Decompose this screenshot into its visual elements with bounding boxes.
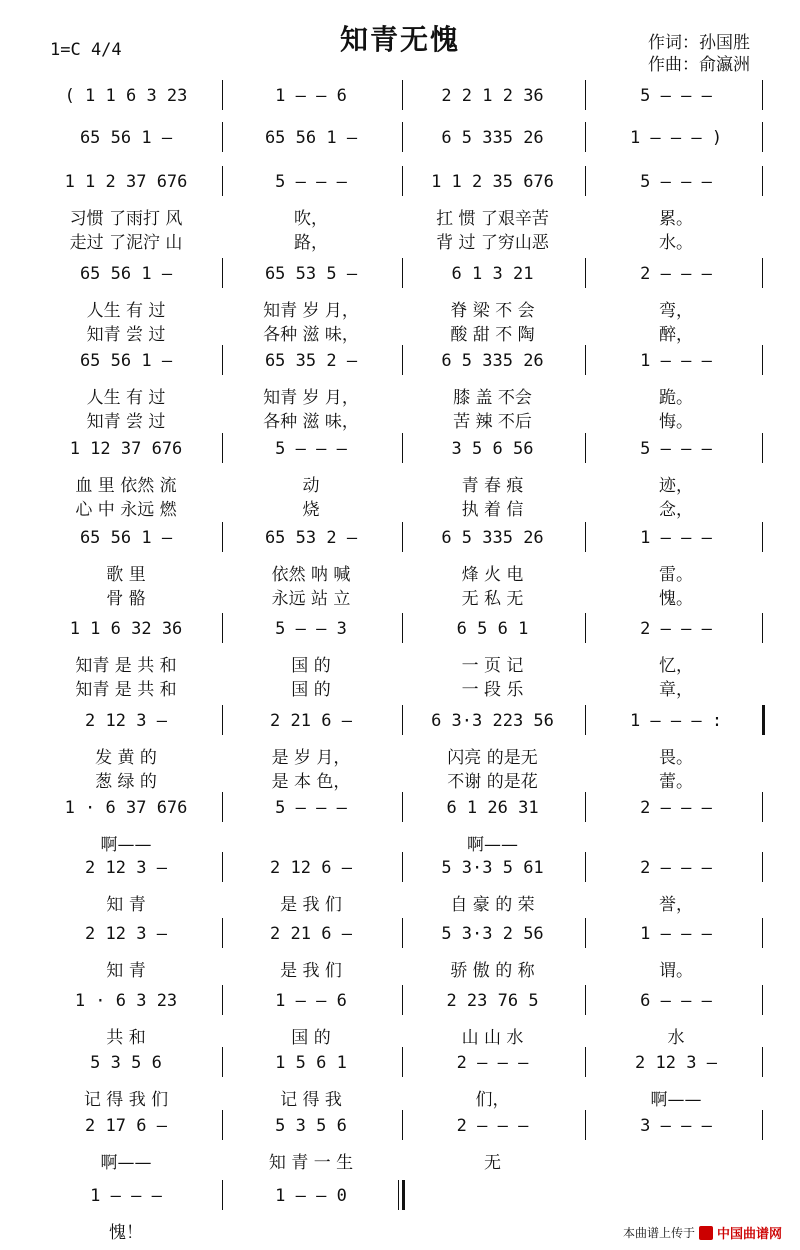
- barline: [585, 705, 586, 735]
- measure-notes: 2 — — —: [456, 1053, 529, 1073]
- measure-notes: 65 56 1 —: [264, 128, 358, 148]
- lyric-segment: 歌 里: [106, 564, 146, 585]
- measure-notes: 6 1 26 31: [446, 798, 539, 818]
- barline: [402, 792, 403, 822]
- lyric-segment: 一 段 乐: [461, 679, 524, 700]
- lyric-segment: 是 我 们: [280, 960, 342, 981]
- measure-notes: 6 5 335 26: [441, 128, 544, 148]
- lyric-segment: 累。: [659, 208, 693, 229]
- barline: [762, 345, 763, 375]
- barline: [222, 792, 223, 822]
- barline: [585, 985, 586, 1015]
- measure-notes: 2 — — —: [456, 1116, 529, 1136]
- lyric-segment: 人生 有 过: [86, 300, 166, 321]
- lyric-segment: 脊 梁 不 会: [450, 300, 535, 321]
- measure-notes: 6 3·3 223 56: [431, 711, 554, 731]
- lyric-segment: 血 里 依然 流: [75, 475, 177, 496]
- lyric-segment: 章，: [659, 679, 693, 700]
- lyric-segment: 水: [667, 1027, 685, 1048]
- lyric-segment: 烽 火 电: [461, 564, 524, 585]
- measure-notes: 1 — — —: [90, 1186, 162, 1206]
- measure-notes: 5 — — —: [275, 798, 347, 818]
- lyric-segment: 山 山 水: [461, 1027, 524, 1048]
- lyric-segment: 国 的: [291, 679, 331, 700]
- measure-notes: 2 12 3 —: [85, 711, 167, 731]
- barline: [585, 1110, 586, 1140]
- lyric-segment: 依然 呐 喊: [271, 564, 351, 585]
- barline: [762, 613, 763, 643]
- measure-notes: 1 · 6 3 23: [74, 991, 178, 1011]
- measure-notes: 65 56 1 —: [79, 264, 173, 284]
- measure-notes: 65 56 1 —: [79, 528, 173, 548]
- lyric-segment: 酸 甜 不 陶: [450, 324, 535, 345]
- barline: [222, 80, 223, 110]
- measure-notes: 2 — — —: [640, 619, 712, 639]
- barline: [222, 1180, 223, 1210]
- measure-notes: 5 — — 3: [275, 619, 347, 639]
- site-logo-icon: [699, 1226, 713, 1240]
- measure-notes: 1 — — — :: [629, 711, 723, 731]
- lyric-segment: 知青 尝 过: [86, 324, 166, 345]
- barline: [585, 613, 586, 643]
- barline: [402, 80, 403, 110]
- measure-notes: 3 — — —: [640, 1116, 712, 1136]
- measure-notes: 2 17 6 —: [85, 1116, 167, 1136]
- measure-notes: 1 · 6 37 676: [64, 798, 188, 818]
- barline: [222, 1047, 223, 1077]
- barline: [402, 1180, 405, 1210]
- lyric-segment: 谓。: [659, 960, 693, 981]
- lyric-segment: 是 本 色，: [271, 771, 351, 792]
- measure-notes: 5 — — —: [275, 439, 347, 459]
- barline: [585, 166, 586, 196]
- lyric-segment: 们，: [475, 1089, 510, 1110]
- barline: [762, 522, 763, 552]
- lyric-segment: 永远 站 立: [271, 588, 351, 609]
- lyric-segment: 路，: [294, 232, 328, 253]
- lyric-segment: 自 豪 的 荣: [450, 894, 535, 915]
- measure-notes: 2 12 3 —: [85, 858, 167, 878]
- barline: [585, 433, 586, 463]
- measure-notes: 2 23 76 5: [446, 991, 539, 1011]
- measure-notes: 65 35 2 —: [264, 351, 358, 371]
- measure-notes: 65 56 1 —: [79, 351, 173, 371]
- barline: [762, 1047, 763, 1077]
- barline: [222, 522, 223, 552]
- barline: [585, 522, 586, 552]
- barline: [222, 122, 223, 152]
- lyric-segment: 畏。: [659, 747, 693, 768]
- lyric-segment: 念，: [659, 499, 693, 520]
- measure-notes: 2 12 6 —: [270, 858, 352, 878]
- composer-credit: 作曲：俞瀛洲: [648, 55, 750, 75]
- measure-notes: 5 3 5 6: [275, 1116, 347, 1136]
- measure-notes: 1 — — —: [640, 528, 712, 548]
- lyric-segment: 愧！: [109, 1222, 143, 1243]
- barline: [762, 1110, 763, 1140]
- measure-notes: 2 12 3 —: [85, 924, 167, 944]
- measure-notes: 2 21 6 —: [270, 711, 352, 731]
- measure-notes: 6 5 6 1: [456, 619, 529, 639]
- lyric-segment: 悔。: [659, 411, 693, 432]
- song-title: 知青无愧: [339, 23, 460, 56]
- lyric-segment: 知青 是 共 和: [75, 655, 177, 676]
- barline: [762, 166, 763, 196]
- barline: [585, 258, 586, 288]
- lyric-segment: 闪亮 的是无: [447, 747, 538, 768]
- lyric-segment: 弯，: [659, 300, 693, 321]
- lyric-segment: 迹，: [659, 475, 693, 496]
- lyric-segment: 骨 骼: [106, 588, 146, 609]
- barline: [402, 852, 403, 882]
- lyric-segment: 骄 傲 的 称: [450, 960, 535, 981]
- lyric-segment: 不谢 的是花: [447, 771, 538, 792]
- lyric-segment: 是 我 们: [280, 894, 342, 915]
- lyric-segment: 誉，: [659, 894, 693, 915]
- barline: [402, 1047, 403, 1077]
- measure-notes: 65 53 2 —: [264, 528, 358, 548]
- lyric-segment: 跪。: [659, 387, 693, 408]
- barline: [402, 166, 403, 196]
- lyric-segment: 雷。: [659, 564, 693, 585]
- measure-notes: 65 56 1 —: [79, 128, 173, 148]
- measure-notes: 2 — — —: [640, 798, 712, 818]
- measure-notes: 1 12 37 676: [69, 439, 183, 459]
- barline: [762, 918, 763, 948]
- barline: [222, 705, 223, 735]
- measure-notes: 1 — — — ): [629, 128, 723, 148]
- lyric-segment: 知青 是 共 和: [75, 679, 177, 700]
- barline: [402, 522, 403, 552]
- lyric-segment: 一 页 记: [461, 655, 524, 676]
- measure-notes: 5 — — —: [640, 172, 712, 192]
- lyric-segment: 知 青 一 生: [268, 1152, 354, 1173]
- measure-notes: 1 1 2 37 676: [64, 172, 188, 192]
- lyric-segment: 共 和: [106, 1027, 146, 1048]
- lyric-segment: 知 青: [106, 894, 146, 915]
- lyric-segment: 习惯 了雨打 风: [69, 208, 183, 229]
- barline: [762, 433, 763, 463]
- barline: [222, 613, 223, 643]
- barline: [402, 258, 403, 288]
- lyric-segment: 执 着 信: [461, 499, 524, 520]
- measure-notes: 1 1 2 35 676: [431, 172, 554, 192]
- lyric-segment: 啊——: [100, 834, 152, 855]
- barline: [222, 985, 223, 1015]
- lyric-segment: 知青 尝 过: [86, 411, 166, 432]
- measure-notes: 2 12 3 —: [635, 1053, 717, 1073]
- barline: [222, 1110, 223, 1140]
- lyric-segment: 啊——: [100, 1152, 152, 1173]
- measure-notes: 1 — — —: [640, 351, 712, 371]
- lyric-segment: 知青 岁 月，: [263, 300, 359, 321]
- barline: [222, 918, 223, 948]
- measure-notes: 1 — — 0: [275, 1186, 347, 1206]
- barline: [585, 80, 586, 110]
- lyric-segment: 各种 滋 味，: [263, 324, 359, 345]
- barline: [585, 345, 586, 375]
- measure-notes: 1 5 6 1: [275, 1053, 347, 1073]
- measure-notes: 6 — — —: [640, 991, 712, 1011]
- lyric-segment: 扛 惯 了艰辛苦: [436, 208, 549, 229]
- measure-notes: 2 21 6 —: [270, 924, 352, 944]
- lyric-segment: 无 私 无: [461, 588, 524, 609]
- barline: [762, 852, 763, 882]
- lyric-segment: 记 得 我 们: [83, 1089, 169, 1110]
- lyric-segment: 国 的: [291, 655, 331, 676]
- barline: [402, 918, 403, 948]
- measure-notes: 5 3 5 6: [90, 1053, 162, 1073]
- barline: [762, 258, 763, 288]
- measure-notes: 3 5 6 56: [451, 439, 534, 459]
- barline: [222, 852, 223, 882]
- barline: [762, 792, 763, 822]
- barline: [585, 122, 586, 152]
- lyric-segment: 走过 了泥泞 山: [69, 232, 183, 253]
- measure-notes: 6 5 335 26: [441, 351, 544, 371]
- barline: [762, 80, 763, 110]
- barline: [402, 985, 403, 1015]
- lyric-segment: 愧。: [659, 588, 693, 609]
- lyric-segment: 啊——: [467, 834, 518, 855]
- measure-notes: 1 — — 6: [275, 86, 347, 106]
- barline: [402, 613, 403, 643]
- lyric-segment: 动: [302, 475, 320, 496]
- measure-notes: 5 3·3 5 61: [441, 858, 544, 878]
- lyricist-credit: 作词：孙国胜: [648, 33, 750, 53]
- lyric-segment: 吹，: [294, 208, 328, 229]
- key-signature: 1=C 4/4: [50, 40, 122, 60]
- barline: [402, 1110, 403, 1140]
- lyric-segment: 知青 岁 月，: [263, 387, 359, 408]
- barline: [762, 985, 763, 1015]
- measure-notes: 5 — — —: [640, 86, 712, 106]
- measure-notes: 5 — — —: [640, 439, 712, 459]
- lyric-segment: 醉，: [659, 324, 693, 345]
- lyric-segment: 心 中 永远 燃: [75, 499, 177, 520]
- lyric-segment: 葱 绿 的: [95, 771, 157, 792]
- barline: [402, 705, 403, 735]
- measure-notes: 2 — — —: [640, 858, 712, 878]
- barline: [222, 258, 223, 288]
- barline: [762, 122, 763, 152]
- lyric-segment: 记 得 我: [280, 1089, 342, 1110]
- footer: [623, 1223, 782, 1242]
- measure-notes: 1 — — 6: [275, 991, 347, 1011]
- barline: [402, 122, 403, 152]
- lyric-segment: 蕾。: [659, 771, 693, 792]
- lyric-segment: 各种 滋 味，: [263, 411, 359, 432]
- barline: [585, 1047, 586, 1077]
- measure-notes: 6 5 335 26: [441, 528, 544, 548]
- measure-notes: ( 1 1 6 3 23: [64, 86, 188, 106]
- barline: [398, 1180, 399, 1210]
- lyric-segment: 背 过 了穷山恶: [436, 232, 549, 253]
- lyric-segment: 无: [484, 1152, 501, 1173]
- lyric-segment: 啊——: [650, 1089, 702, 1110]
- measure-notes: 2 — — —: [640, 264, 712, 284]
- site-logo-text: 中国曲谱网: [716, 1227, 782, 1242]
- lyric-segment: 苦 辣 不后: [453, 411, 532, 432]
- lyric-segment: 膝 盖 不会: [453, 387, 532, 408]
- barline: [222, 166, 223, 196]
- lyric-segment: 国 的: [291, 1027, 331, 1048]
- barline: [402, 433, 403, 463]
- barline: [762, 705, 765, 735]
- lyric-segment: 发 黄 的: [95, 747, 157, 768]
- barline: [402, 345, 403, 375]
- footer-text: 本曲谱上传于: [622, 1226, 695, 1240]
- lyric-segment: 水。: [659, 232, 693, 253]
- barline: [222, 345, 223, 375]
- lyric-segment: 青 春 痕: [461, 475, 524, 496]
- measure-notes: 65 53 5 —: [264, 264, 358, 284]
- lyric-segment: 人生 有 过: [86, 387, 166, 408]
- barline: [585, 852, 586, 882]
- measure-notes: 2 2 1 2 36: [441, 86, 544, 106]
- lyric-segment: 烧: [302, 499, 320, 520]
- barline: [585, 918, 586, 948]
- measure-notes: 1 1 6 32 36: [69, 619, 183, 639]
- lyric-segment: 知 青: [106, 960, 146, 981]
- barline: [585, 792, 586, 822]
- measure-notes: 5 3·3 2 56: [441, 924, 544, 944]
- measure-notes: 5 — — —: [275, 172, 347, 192]
- measure-notes: 6 1 3 21: [451, 264, 534, 284]
- lyric-segment: 忆，: [659, 655, 693, 676]
- lyric-segment: 是 岁 月，: [271, 747, 351, 768]
- measure-notes: 1 — — —: [640, 924, 712, 944]
- barline: [222, 433, 223, 463]
